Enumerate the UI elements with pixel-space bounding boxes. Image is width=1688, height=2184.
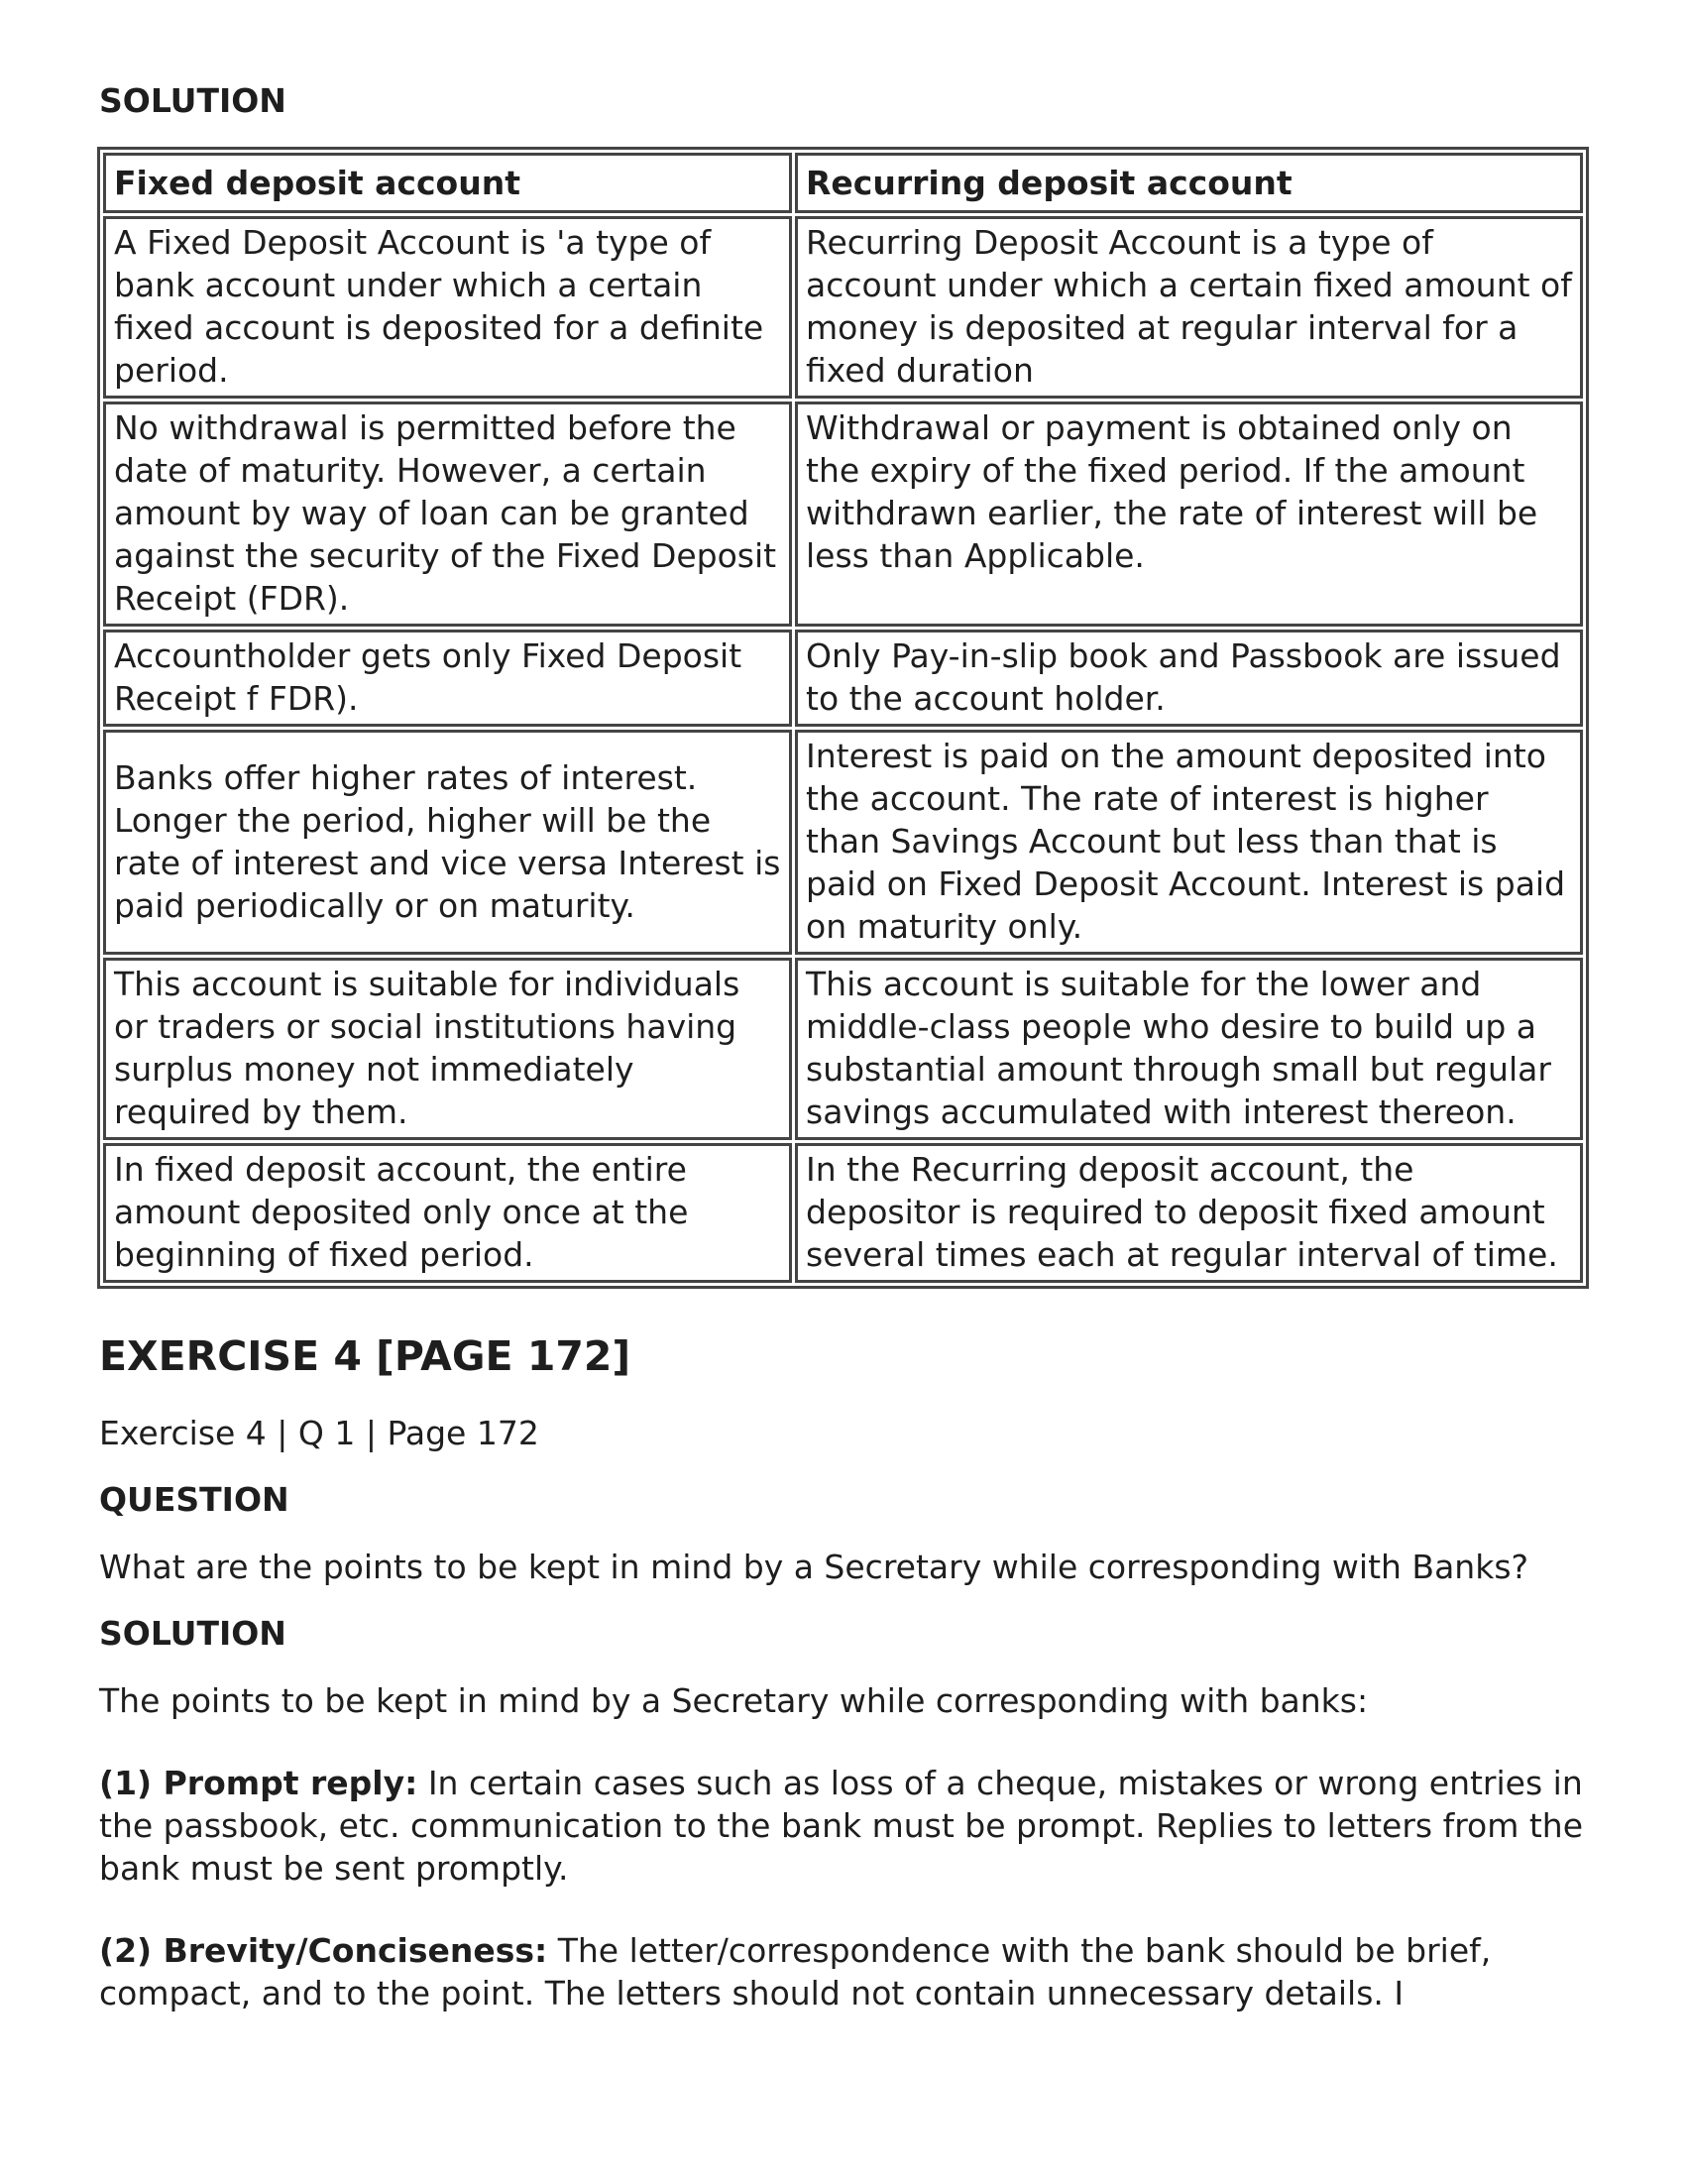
table-header-row [103, 153, 1583, 213]
point-prompt-reply [99, 1762, 1586, 1890]
header-fixed-deposit: Fixed deposit account [103, 153, 792, 213]
table-cell: Banks offer higher rates of interest. Longer the period, higher will be the rate of interest and vice versa Interest is paid periodically or on maturity. [103, 730, 792, 955]
point-label: (2) Brevity/Conciseness: [99, 1931, 548, 1970]
table-cell: Withdrawal or payment is obtained only on the expiry of the fixed period. If the amount withdrawn earlier, the rate of interest will be less than Applicable. [795, 402, 1583, 627]
question-text: What are the points to be kept in mind by a Secretary while corresponding with Banks? [99, 1548, 1529, 1586]
table-cell: Accountholder gets only Fixed Deposit Receipt f FDR). [103, 630, 792, 727]
table-cell: This account is suitable for the lower and middle-class people who desire to build up a substantial amount through small but regular savings accumulated with interest thereon. [795, 958, 1583, 1140]
table-cell: Interest is paid on the amount deposited into the account. The rate of interest is higher than Savings Account but less than that is paid on Fixed Deposit Account. Interest is paid on maturity only. [795, 730, 1583, 955]
table-row [103, 1143, 1583, 1283]
table-row [103, 630, 1583, 727]
table-cell: In fixed deposit account, the entire amount deposited only once at the beginning of fixed period. [103, 1143, 792, 1283]
document-page [99, 77, 1586, 2014]
table-row [103, 958, 1583, 1140]
table-row [103, 402, 1583, 627]
table-cell: No withdrawal is permitted before the date of maturity. However, a certain amount by way of loan can be granted against the security of the Fixed Deposit Receipt (FDR). [103, 402, 792, 627]
point-brevity [99, 1929, 1586, 2014]
exercise-reference: Exercise 4 | Q 1 | Page 172 [99, 1414, 539, 1452]
question-heading: QUESTION [99, 1480, 289, 1519]
point-text: The letter/correspondence with the bank should be brief, compact, and to the point. The letters should not contain unnecessary details. I [99, 1931, 1492, 2012]
table-cell: Recurring Deposit Account is a type of account under which a certain fixed amount of money is deposited at regular interval for a fixed duration [795, 216, 1583, 399]
solution-heading-2: SOLUTION [99, 1614, 286, 1653]
comparison-table [97, 147, 1589, 1289]
solution-intro: The points to be kept in mind by a Secretary while corresponding with banks: [99, 1681, 1369, 1720]
table-cell: In the Recurring deposit account, the depositor is required to deposit fixed amount several times each at regular interval of time. [795, 1143, 1583, 1283]
table-row [103, 730, 1583, 955]
table-row [103, 216, 1583, 399]
point-text: In certain cases such as loss of a cheque, mistakes or wrong entries in the passbook, etc. communication to the bank must be prompt. Replies to letters from the bank must be sent promptly. [99, 1764, 1584, 1888]
table-cell: A Fixed Deposit Account is 'a type of bank account under which a certain fixed account is deposited for a definite period. [103, 216, 792, 399]
solution-heading: SOLUTION [99, 81, 286, 120]
table-cell: This account is suitable for individuals or traders or social institutions having surplus money not immediately required by them. [103, 958, 792, 1140]
header-recurring-deposit: Recurring deposit account [795, 153, 1583, 213]
exercise-title: EXERCISE 4 [PAGE 172] [99, 1332, 631, 1380]
point-label: (1) Prompt reply: [99, 1764, 418, 1802]
table-cell: Only Pay-in-slip book and Passbook are issued to the account holder. [795, 630, 1583, 727]
